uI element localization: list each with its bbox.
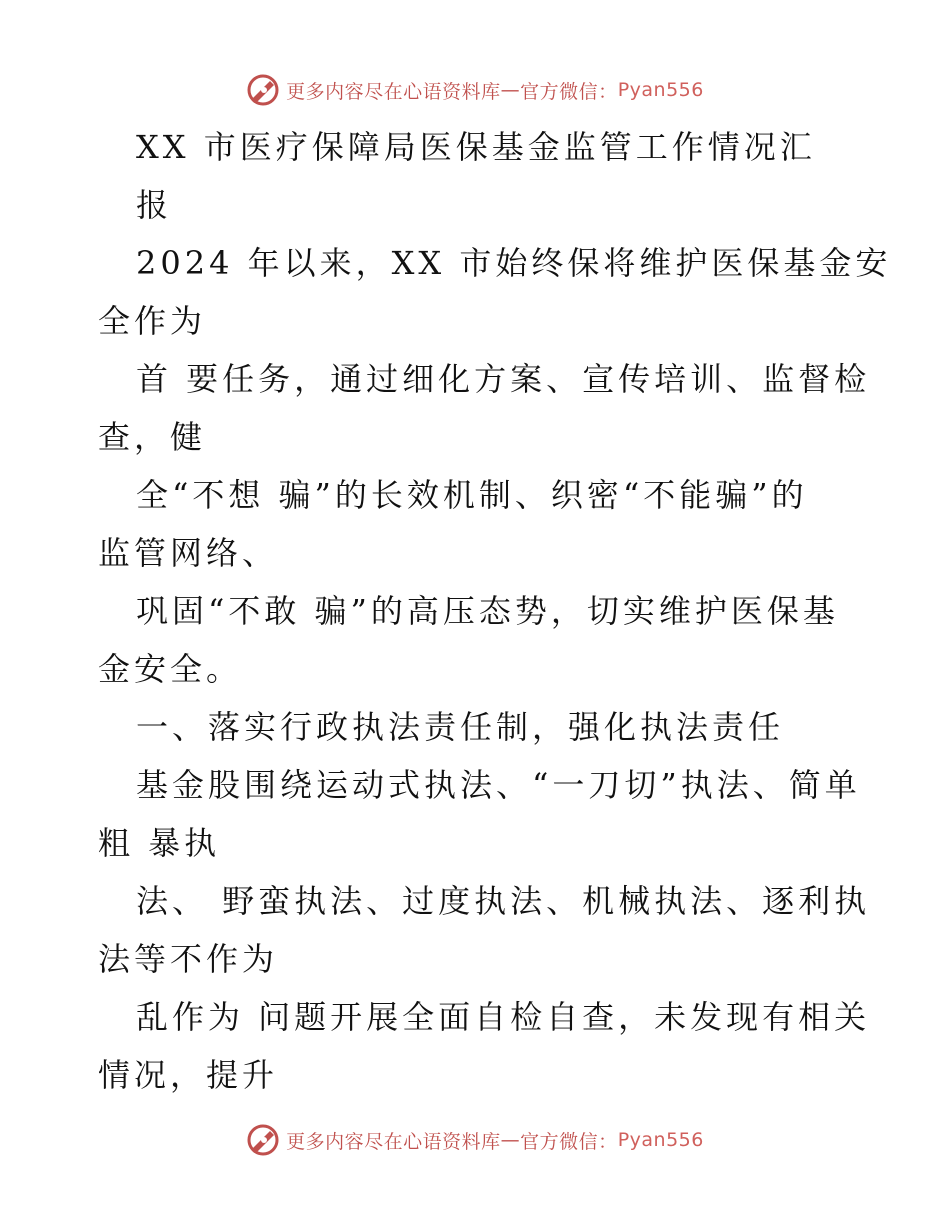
doc-line: 基金股围绕运动式执法、“一刀切”执法、简单 xyxy=(136,766,861,804)
pen-logo-icon xyxy=(246,73,280,107)
watermark-wechat-label: 官方微信： xyxy=(520,1130,618,1153)
footer-watermark xyxy=(0,1120,950,1160)
doc-line: 粗 暴执 xyxy=(98,824,221,862)
header-watermark xyxy=(0,70,950,110)
doc-line: 首 要任务，通过细化方案、宣传培训、监督检 xyxy=(136,360,871,398)
doc-line: 金安全。 xyxy=(98,650,243,688)
doc-line: 法、 野蛮执法、过度执法、机械执法、逐利执 xyxy=(136,882,871,920)
watermark-separator: — xyxy=(500,79,521,101)
doc-line: 法等不作为 xyxy=(98,940,279,978)
doc-line: 全作为 xyxy=(98,302,207,340)
pen-logo-icon xyxy=(246,1123,280,1157)
doc-line: 情况，提升 xyxy=(98,1056,279,1094)
doc-line: 2024 年以来，XX 市始终保将维护医保基金安 xyxy=(136,244,892,282)
doc-title-line-2: 报 xyxy=(136,186,173,224)
doc-line: 乱作为 问题开展全面自检自查，未发现有相关 xyxy=(136,998,871,1036)
watermark-text: 更多内容尽在心语资料库 xyxy=(286,1130,501,1153)
doc-line: 查，健 xyxy=(98,418,207,456)
watermark-separator: — xyxy=(500,1129,521,1151)
document-body xyxy=(98,118,898,1104)
doc-line: 监管网络、 xyxy=(98,534,279,572)
watermark-text: 更多内容尽在心语资料库 xyxy=(286,80,501,103)
watermark-wechat-id: Pyan556 xyxy=(617,79,704,101)
doc-line: 全“不想 骗”的长效机制、织密“不能骗”的 xyxy=(136,476,808,514)
doc-line: 巩固“不敢 骗”的高压态势，切实维护医保基 xyxy=(136,592,839,630)
section-heading: 一、落实行政执法责任制，强化执法责任 xyxy=(136,708,785,746)
watermark-wechat-label: 官方微信： xyxy=(520,80,618,103)
doc-title-line-1: XX 市医疗保障局医保基金监管工作情况汇 xyxy=(136,128,816,166)
watermark-wechat-id: Pyan556 xyxy=(617,1129,704,1151)
